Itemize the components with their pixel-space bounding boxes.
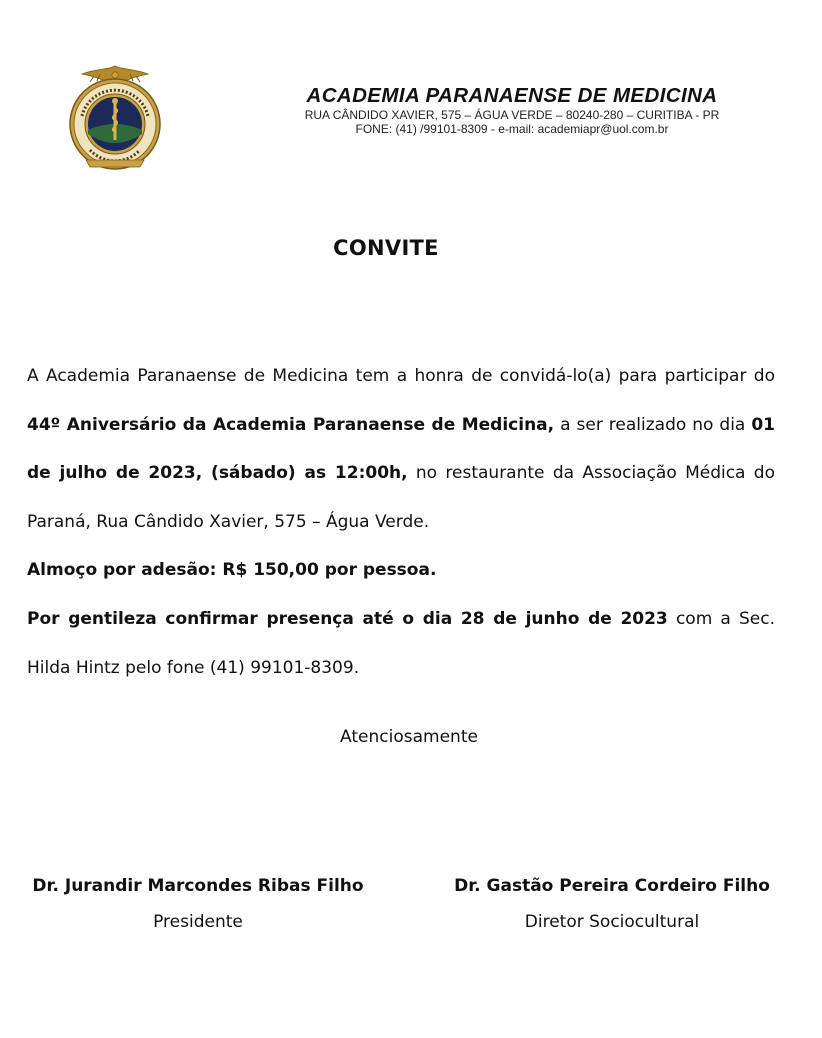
lunch-price: Almoço por adesão: R$ 150,00 por pessoa. (27, 560, 437, 581)
rsvp-contact: com a Sec. Hilda Hintz pelo fone (41) 99101-8309. (27, 608, 776, 678)
event-name: 44º Aniversário da Academia Paranaense de Medicina, (27, 414, 555, 435)
organization-address: RUA CÂNDIDO XAVIER, 575 – ÁGUA VERDE – 80240-280 – CURITIBA - PR (304, 108, 720, 122)
document-title: CONVITE (333, 236, 439, 260)
signature-director (438, 868, 786, 940)
signature-role: Presidente (153, 912, 243, 932)
letterhead (262, 84, 762, 136)
invitation-paragraph (27, 352, 775, 546)
signature-role: Diretor Sociocultural (524, 912, 700, 932)
event-location: no restaurante da Associação Médica do Paraná, Rua Cândido Xavier, 575 – Água Verde. (27, 463, 775, 532)
invitation-body (27, 352, 775, 692)
organization-name: ACADEMIA PARANAENSE DE MEDICINA (306, 84, 718, 107)
signature-president (22, 868, 374, 940)
organization-contact: FONE: (41) /99101-8309 - e-mail: academiapr@uol.com.br (355, 122, 669, 136)
closing-salutation: Atenciosamente (340, 727, 478, 747)
seal-emblem-icon (60, 64, 170, 174)
rsvp-deadline: Por gentileza confirmar presença até o dia 28 de junho de 2023 (27, 608, 668, 629)
intro-continuation: a ser realizado no dia (554, 414, 752, 435)
signature-name: Dr. Jurandir Marcondes Ribas Filho (32, 876, 364, 896)
rsvp-paragraph (27, 595, 775, 692)
signature-name: Dr. Gastão Pereira Cordeiro Filho (454, 876, 770, 896)
academy-seal-logo (60, 64, 170, 174)
event-date-time: 01 de julho de 2023, (sábado) as 12:00h, (27, 414, 775, 484)
intro-text: A Academia Paranaense de Medicina tem a honra de convidá-lo(a) para participar do (27, 366, 775, 386)
